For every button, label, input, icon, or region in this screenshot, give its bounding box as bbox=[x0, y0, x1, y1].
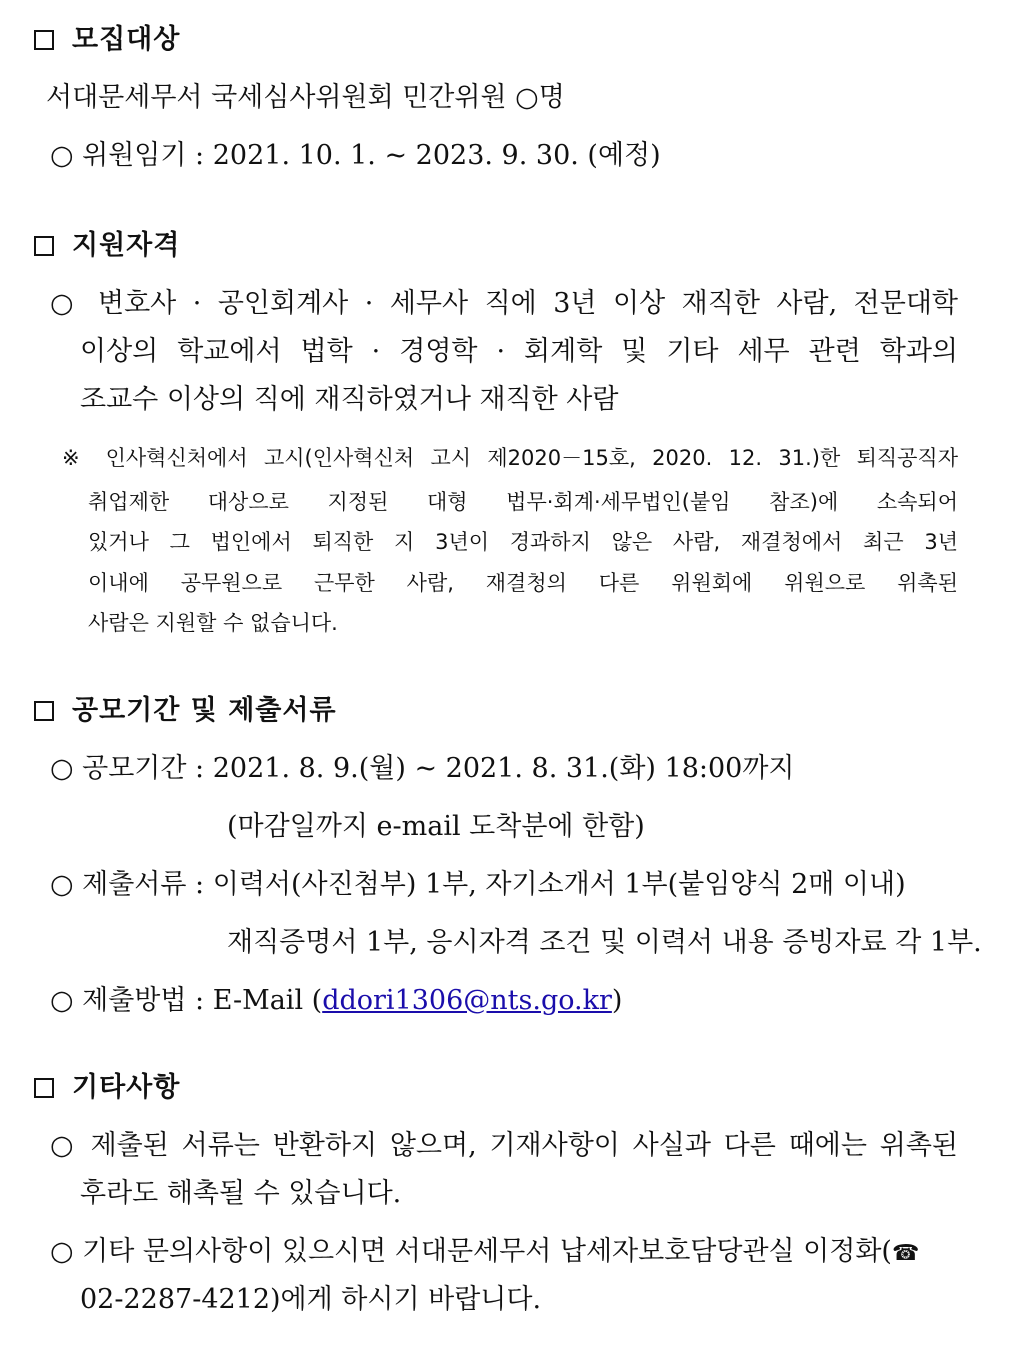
period-line: ○ 공모기간 : 2021. 8. 9.(월) ~ 2021. 8. 31.(화) 18:00까지 bbox=[50, 753, 795, 784]
etc-line-2: 후라도 해촉될 수 있습니다. bbox=[80, 1178, 402, 1209]
notice-line-2: 취업제한 대상으로 지정된 대형 법무·회계·세무법인(붙임 참조)에 소속되어 bbox=[88, 490, 958, 514]
section-heading-period: 공모기간 및 제출서류 bbox=[34, 693, 337, 729]
notice-line-1: ※ 인사혁신처에서 고시(인사혁신처 고시 제2020－15호, 2020. 12. 31.)한 퇴직공직자 bbox=[62, 446, 958, 470]
phone-icon: ☎ bbox=[891, 1241, 920, 1266]
qualification-line-1: ○ 변호사 · 공인회계사 · 세무사 직에 3년 이상 재직한 사람, 전문대학 bbox=[50, 288, 958, 319]
documents-line-2: 재직증명서 1부, 응시자격 조건 및 이력서 내용 증빙자료 각 1부. bbox=[227, 927, 982, 958]
notice-line-4: 이내에 공무원으로 근무한 사람, 재결청의 다른 위원회에 위원으로 위촉된 bbox=[88, 571, 958, 595]
etc-line-3: ○ 기타 문의사항이 있으시면 서대문세무서 납세자보호담당관실 이정화(☎ bbox=[50, 1236, 920, 1267]
submission-method: ○ 제출방법 : E-Mail (ddori1306@nts.go.kr) bbox=[50, 985, 623, 1016]
etc-line-1: ○ 제출된 서류는 반환하지 않으며, 기재사항이 사실과 다른 때에는 위촉된 bbox=[50, 1130, 958, 1161]
target-description: 서대문세무서 국세심사위원회 민간위원 ○명 bbox=[46, 82, 565, 113]
checkbox-square-icon bbox=[34, 701, 54, 721]
period-note: (마감일까지 e-mail 도착분에 한함) bbox=[227, 811, 645, 842]
documents-line-1: ○ 제출서류 : 이력서(사진첨부) 1부, 자기소개서 1부(붙임양식 2매 이내) bbox=[50, 869, 906, 900]
term-line: ○ 위원임기 : 2021. 10. 1. ~ 2023. 9. 30. (예정) bbox=[50, 140, 661, 171]
checkbox-square-icon bbox=[34, 30, 54, 50]
section-heading-etc: 기타사항 bbox=[34, 1070, 180, 1106]
notice-line-5: 사람은 지원할 수 없습니다. bbox=[88, 611, 338, 635]
checkbox-square-icon bbox=[34, 236, 54, 256]
qualification-line-3: 조교수 이상의 직에 재직하였거나 재직한 사람 bbox=[80, 384, 619, 415]
notice-line-3: 있거나 그 법인에서 퇴직한 지 3년이 경과하지 않은 사람, 재결청에서 최근 3년 bbox=[88, 530, 958, 554]
etc-line-4: 02-2287-4212)에게 하시기 바랍니다. bbox=[80, 1284, 542, 1315]
email-link[interactable]: ddori1306@nts.go.kr bbox=[322, 985, 612, 1016]
checkbox-square-icon bbox=[34, 1078, 54, 1098]
section-heading-target: 모집대상 bbox=[34, 22, 180, 58]
section-heading-qualification: 지원자격 bbox=[34, 228, 180, 264]
qualification-line-2: 이상의 학교에서 법학 · 경영학 · 회계학 및 기타 세무 관련 학과의 bbox=[80, 336, 958, 367]
